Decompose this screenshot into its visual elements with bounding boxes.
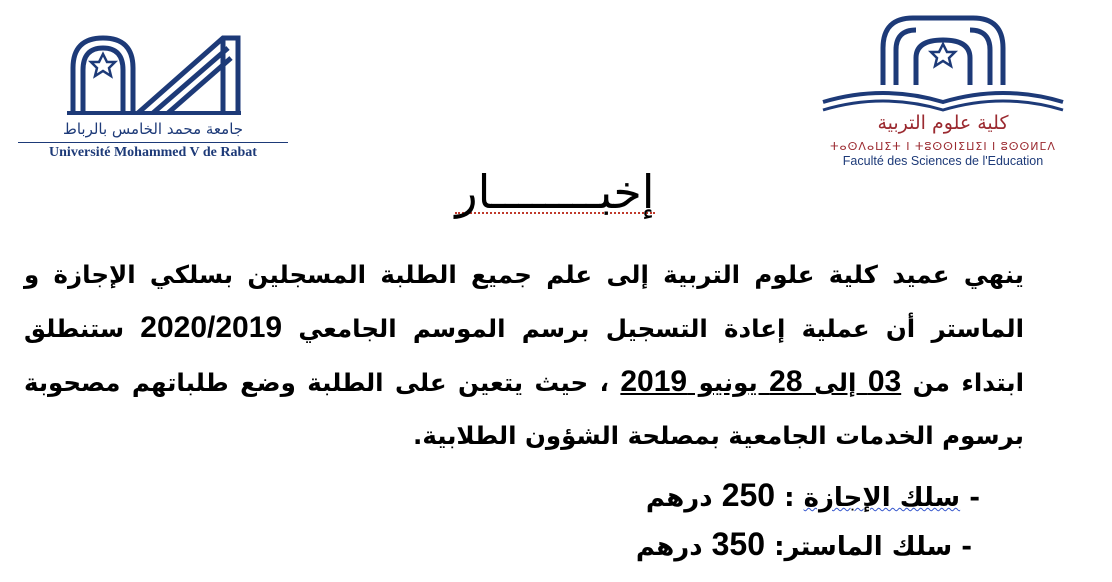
university-logo xyxy=(18,28,288,163)
fee-bullet: - xyxy=(969,483,980,513)
fees-list xyxy=(560,472,980,570)
university-emblem-icon xyxy=(63,28,243,118)
fee-currency: درهم xyxy=(635,532,703,562)
fee-label: سلك الإجازة xyxy=(803,483,961,513)
notice-title-text: إخبــــــــار xyxy=(455,165,655,219)
notice-body-part3: ، حيث يتعين على الطلبة وضع طلباتهم مصحوبة برسوم الخدمات الجامعية بمصلحة الشؤون الطلابية. xyxy=(24,368,1024,450)
faculty-logo xyxy=(818,10,1078,170)
fee-separator: : xyxy=(765,532,785,562)
notice-body xyxy=(24,248,1024,462)
notice-title xyxy=(380,162,730,222)
notice-body-part1: ينهي عميد كلية علوم التربية إلى علم جميع الطلبة المسجلين بسلكي الإجازة و الماستر أن عملية إعادة التسجيل برسم الموسم الجامعي xyxy=(24,260,1024,343)
faculty-arabic-name: كلية علوم التربية xyxy=(877,112,1009,134)
faculty-tifinagh-name: ⵜⴰⵙⴷⴰⵡⵉⵜ ⵏ ⵜⵓⵙⵙⵏⵉⵡⵉⵏ ⵏ ⵓⵙⵙⵍⵎⴷ xyxy=(830,140,1056,153)
faculty-emblem-icon xyxy=(818,10,1068,115)
academic-season: 2020/2019 xyxy=(140,311,283,344)
university-arabic-name: جامعة محمد الخامس بالرباط xyxy=(62,120,244,138)
fee-label: سلك الماستر xyxy=(784,532,953,562)
faculty-french-name: Faculté des Sciences de l'Education xyxy=(842,154,1044,168)
registration-period xyxy=(620,365,902,398)
year: 2019 xyxy=(620,365,688,398)
fee-amount: 350 xyxy=(711,526,766,562)
fee-item-licence xyxy=(560,472,980,521)
month: يونيو xyxy=(687,368,770,397)
fee-amount: 250 xyxy=(721,477,776,513)
fee-separator: : xyxy=(775,483,804,513)
university-french-name: Université Mohammed V de Rabat xyxy=(18,142,288,161)
fee-bullet: - xyxy=(961,532,972,562)
notice-body-part2: ستنطلق ابتداء من xyxy=(24,314,1024,397)
start-day: 03 xyxy=(867,365,902,398)
to-word: إلى xyxy=(802,368,868,397)
fee-item-master xyxy=(560,521,980,570)
fee-currency: درهم xyxy=(645,483,713,513)
end-day: 28 xyxy=(769,365,803,398)
